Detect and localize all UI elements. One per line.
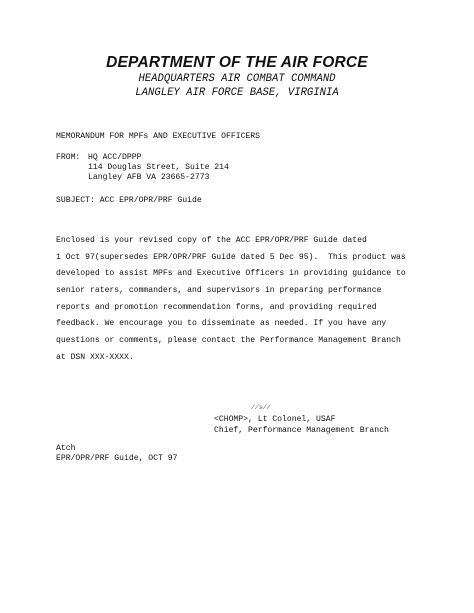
body-line: Enclosed is your revised copy of the ACC EPR/OPR/PRF Guide dated	[56, 236, 367, 245]
signature-mark: //s//	[251, 404, 271, 411]
signature-name: <CHOMP>, Lt Colonel, USAF	[214, 415, 336, 424]
from-city: Langley AFB VA 23665-2773	[88, 173, 210, 182]
body-line: senior raters, commanders, and supervisors in preparing performance	[56, 286, 382, 296]
memo-body	[56, 233, 428, 367]
from-label: FROM:	[56, 153, 81, 162]
body-line: 1 Oct 97(supersedes EPR/OPR/PRF Guide dated 5 Dec 95). This product was	[56, 252, 406, 262]
letterhead-subtitle-line1: HEADQUARTERS AIR COMBAT COMMAND	[138, 73, 336, 85]
body-line: reports and promotion recommendation forms, and providing required	[56, 302, 377, 312]
subject-line: SUBJECT: ACC EPR/OPR/PRF Guide	[56, 196, 202, 205]
signature-title: Chief, Performance Management Branch	[214, 426, 389, 435]
from-office: HQ ACC/DPPP	[88, 153, 142, 162]
letterhead-title: DEPARTMENT OF THE AIR FORCE	[106, 54, 368, 71]
attachment-item: EPR/OPR/PRF Guide, OCT 97	[56, 454, 178, 463]
body-line: at DSN XXX-XXXX.	[56, 352, 134, 362]
body-line: developed to assist MPFs and Executive Officers in providing guidance to	[56, 269, 406, 279]
from-street: 114 Douglas Street, Suite 214	[88, 163, 229, 172]
letterhead-subtitle-line2: LANGLEY AIR FORCE BASE, VIRGINIA	[135, 87, 339, 99]
body-line: questions or comments, please contact the Performance Management Branch	[56, 336, 401, 346]
memo-for-line: MEMORANDUM FOR MPFs AND EXECUTIVE OFFICERS	[56, 132, 260, 141]
body-line: feedback. We encourage you to disseminate as needed. If you have any	[56, 319, 387, 329]
attachment-label: Atch	[56, 444, 76, 453]
